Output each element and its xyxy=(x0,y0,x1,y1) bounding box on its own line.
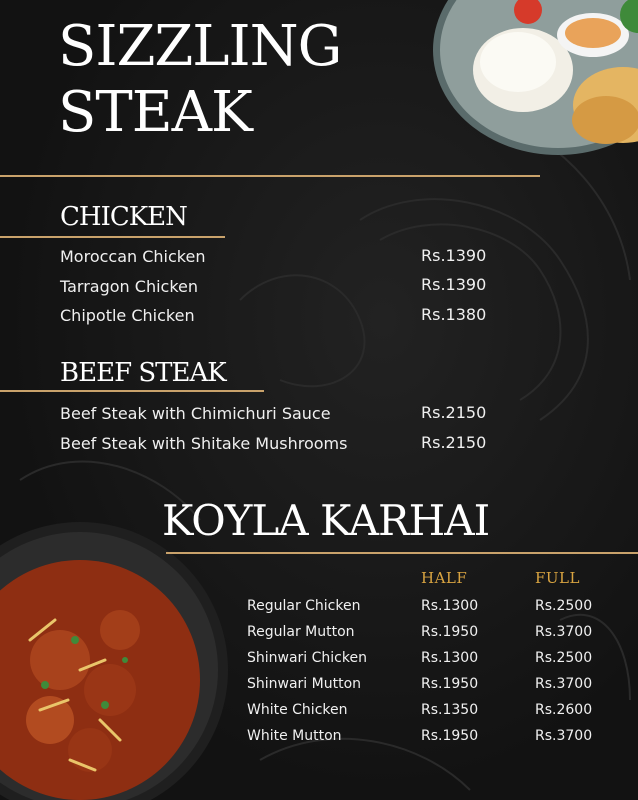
title-line-2: STEAK xyxy=(58,80,252,145)
karhai-dish-image xyxy=(0,520,230,800)
menu-item-price: Rs.1390 xyxy=(421,246,487,265)
karhai-full-price: Rs.2500 xyxy=(535,598,593,614)
menu-item-name: Moroccan Chicken xyxy=(60,247,206,266)
column-header-full: FULL xyxy=(535,569,580,587)
karhai-divider xyxy=(166,552,638,554)
karhai-half-price: Rs.1950 xyxy=(421,676,479,692)
karhai-item-name: White Chicken xyxy=(247,702,348,718)
page-title xyxy=(58,14,341,146)
karhai-item-name: Shinwari Chicken xyxy=(247,650,367,666)
chicken-divider xyxy=(0,236,225,238)
karhai-full-price: Rs.3700 xyxy=(535,676,593,692)
section-heading-koyla-karhai: KOYLA KARHAI xyxy=(162,496,490,545)
menu-item-name: Beef Steak with Chimichuri Sauce xyxy=(60,404,331,423)
karhai-full-price: Rs.3700 xyxy=(535,728,593,744)
karhai-half-price: Rs.1950 xyxy=(421,624,479,640)
menu-item-price: Rs.1390 xyxy=(421,275,487,294)
karhai-half-price: Rs.1300 xyxy=(421,650,479,666)
section-heading-chicken: CHICKEN xyxy=(60,202,187,232)
title-divider xyxy=(0,175,540,177)
karhai-half-price: Rs.1350 xyxy=(421,702,479,718)
section-heading-beef-steak: BEEF STEAK xyxy=(60,358,226,388)
karhai-full-price: Rs.2500 xyxy=(535,650,593,666)
karhai-full-price: Rs.3700 xyxy=(535,624,593,640)
karhai-item-name: Regular Mutton xyxy=(247,624,355,640)
rice-plate-image xyxy=(428,0,638,170)
karhai-item-name: Shinwari Mutton xyxy=(247,676,362,692)
menu-item-price: Rs.1380 xyxy=(421,305,487,324)
karhai-item-name: White Mutton xyxy=(247,728,342,744)
menu-item-name: Chipotle Chicken xyxy=(60,306,195,325)
karhai-full-price: Rs.2600 xyxy=(535,702,593,718)
karhai-item-name: Regular Chicken xyxy=(247,598,361,614)
karhai-half-price: Rs.1300 xyxy=(421,598,479,614)
title-line-1: SIZZLING xyxy=(58,14,342,79)
menu-item-price: Rs.2150 xyxy=(421,433,487,452)
column-header-half: HALF xyxy=(421,569,468,587)
menu-item-price: Rs.2150 xyxy=(421,403,487,422)
karhai-half-price: Rs.1950 xyxy=(421,728,479,744)
menu-item-name: Tarragon Chicken xyxy=(60,277,199,296)
menu-item-name: Beef Steak with Shitake Mushrooms xyxy=(60,434,348,453)
beef-divider xyxy=(0,390,264,392)
